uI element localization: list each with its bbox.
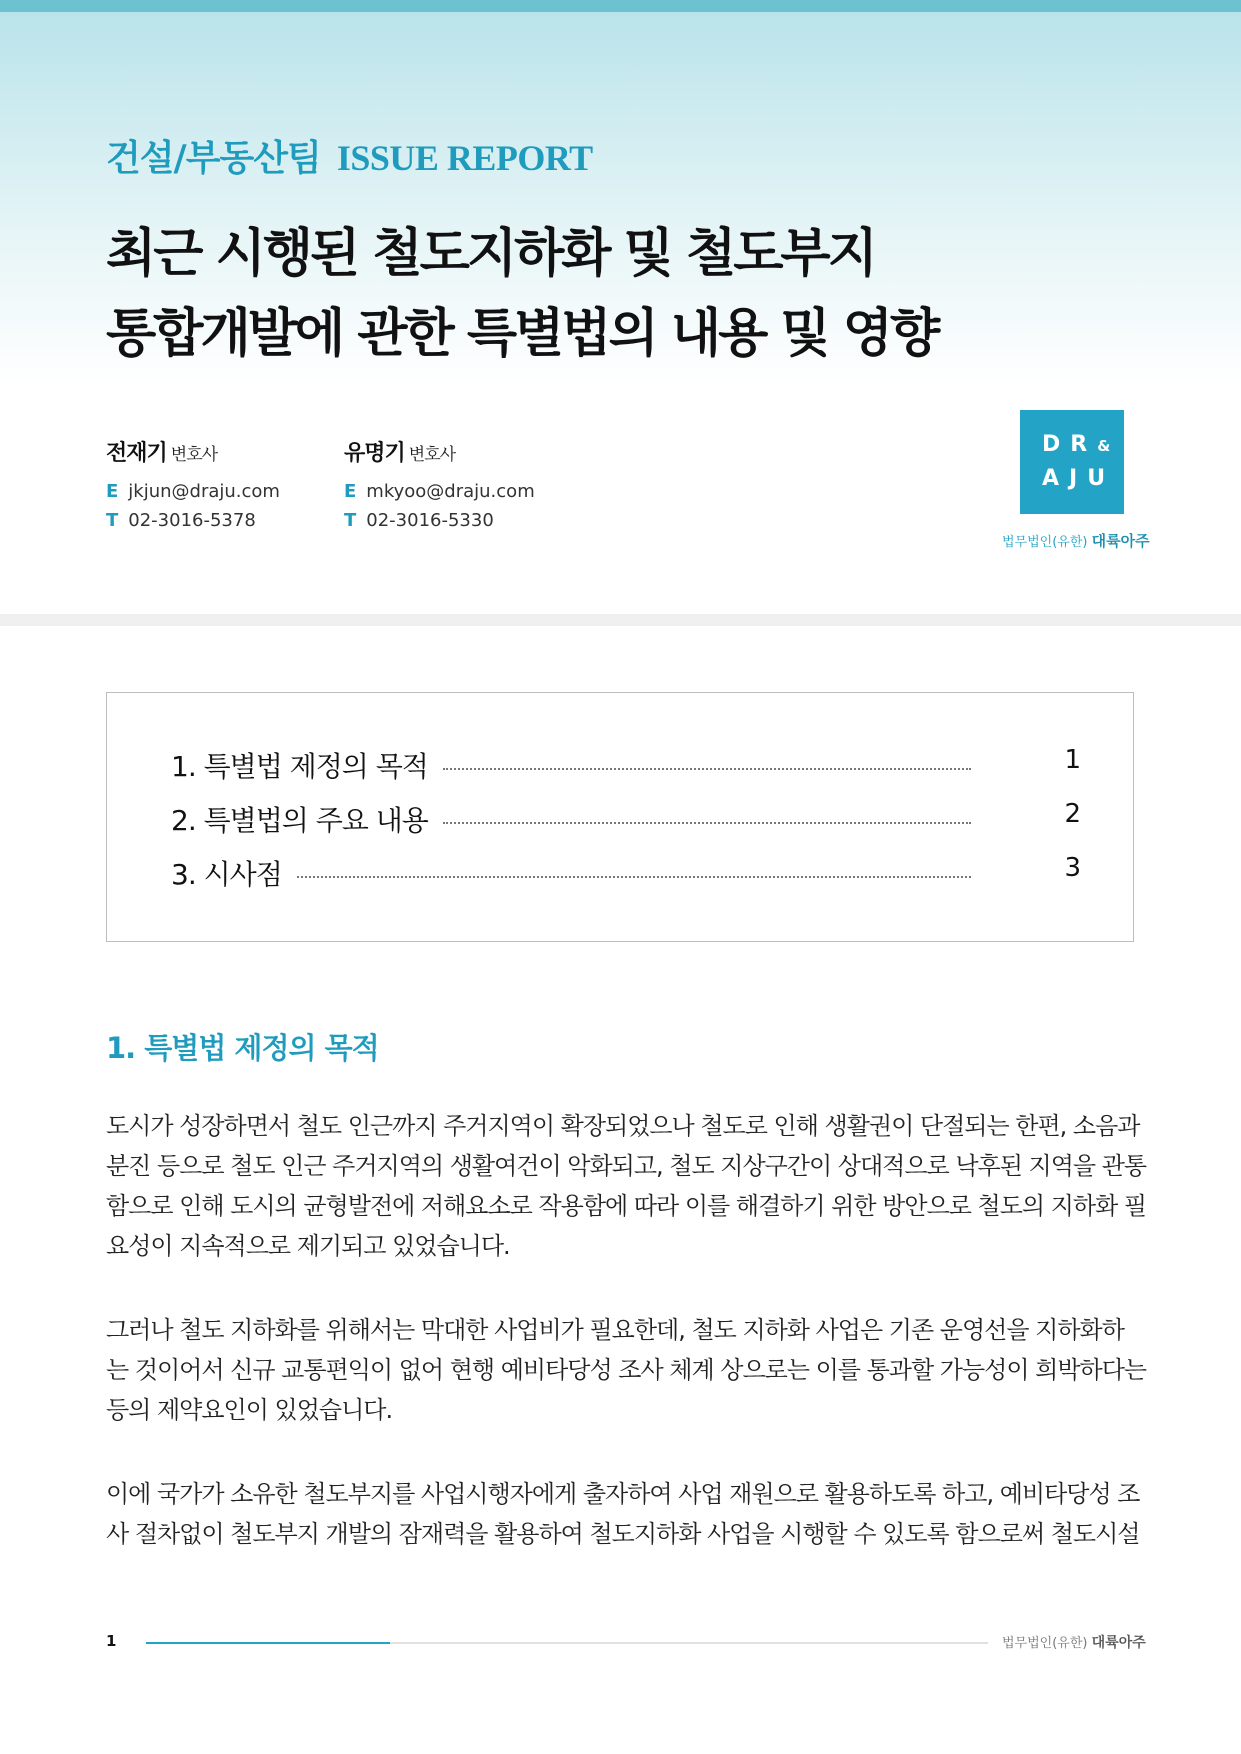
logo-caption-name: 대륙아주 <box>1091 532 1150 550</box>
toc-item-label: 2. 특별법의 주요 내용 <box>171 804 428 837</box>
toc-item-label: 3. 시사점 <box>171 858 282 891</box>
author-tel-line <box>344 510 535 531</box>
footer-progress-line <box>146 1642 988 1644</box>
author-tel: 02-3016-5330 <box>366 510 494 531</box>
paragraph-2 <box>106 1310 1147 1430</box>
logo-caption <box>1002 530 1150 551</box>
toc-leader-dots <box>297 876 971 878</box>
toc-item-page: 1 <box>1064 745 1081 775</box>
author-tel: 02-3016-5378 <box>128 510 256 531</box>
firm-logo <box>1020 410 1124 514</box>
author-role: 변호사 <box>408 445 456 465</box>
toc-item-3[interactable] <box>171 853 1081 893</box>
author-name-line <box>106 436 280 467</box>
toc-item-label: 1. 특별법 제정의 목적 <box>171 750 428 783</box>
toc-leader-dots <box>443 768 971 770</box>
toc-item-page: 3 <box>1064 853 1081 883</box>
logo-row-1 <box>1042 432 1110 457</box>
paragraph-line: 함으로 인해 도시의 균형발전에 저해요소로 작용함에 따라 이를 해결하기 위한 방안으로 철도의 지하화 필 <box>106 1192 1147 1220</box>
paragraph-line: 그러나 철도 지하화를 위해서는 막대한 사업비가 필요한데, 철도 지하화 사업은 기존 운영선을 지하화하 <box>106 1316 1124 1344</box>
logo-caption-prefix: 법무법인(유한) <box>1002 535 1088 550</box>
email-label: E <box>344 481 357 502</box>
paragraph-line: 사 절차없이 철도부지 개발의 잠재력을 활용하여 철도지하화 사업을 시행할 수 있도록 함으로써 철도시설 <box>106 1520 1140 1548</box>
author-tel-line <box>106 510 280 531</box>
logo-letters-dr: DR <box>1042 432 1098 457</box>
report-kicker <box>106 130 593 181</box>
footer-firm-prefix: 법무법인(유한) <box>1002 1636 1088 1651</box>
tel-label: T <box>344 510 357 531</box>
email-label: E <box>106 481 119 502</box>
author-card-2 <box>344 436 535 531</box>
author-email-line <box>344 481 535 502</box>
toc-item-1[interactable] <box>171 745 1081 785</box>
paragraph-line: 이에 국가가 소유한 철도부지를 사업시행자에게 출자하여 사업 재원으로 활용하도록 하고, 예비타당성 조 <box>106 1480 1140 1508</box>
table-of-contents <box>106 692 1134 942</box>
footer-firm-label: 대륙아주 <box>1091 1635 1146 1651</box>
author-name: 유명기 <box>344 441 405 466</box>
section-heading: 1. 특별법 제정의 목적 <box>106 1031 379 1065</box>
footer-progress-fill <box>146 1642 390 1644</box>
title-line-2: 통합개발에 관한 특별법의 내용 및 영향 <box>106 304 938 364</box>
paragraph-line: 도시가 성장하면서 철도 인근까지 주거지역이 확장되었으나 철도로 인해 생활권이 단절되는 한편, 소음과 <box>106 1112 1140 1140</box>
author-name-line <box>344 436 535 467</box>
tel-label: T <box>106 510 119 531</box>
header-separator <box>0 614 1241 626</box>
page-number: 1 <box>106 1632 117 1650</box>
team-name: 건설/부동산팀 <box>106 138 321 179</box>
author-email-link[interactable]: jkjun@draju.com <box>128 481 280 502</box>
title-line-1: 최근 시행된 철도지하화 및 철도부지 <box>106 224 875 284</box>
paragraph-line: 등의 제약요인이 있었습니다. <box>106 1396 393 1424</box>
top-accent-bar <box>0 0 1241 12</box>
toc-leader-dots <box>443 822 971 824</box>
paragraph-3 <box>106 1474 1140 1554</box>
author-email-line <box>106 481 280 502</box>
paragraph-1 <box>106 1106 1147 1266</box>
toc-item-2[interactable] <box>171 799 1081 839</box>
report-type: ISSUE REPORT <box>336 138 593 178</box>
author-email-link[interactable]: mkyoo@draju.com <box>366 481 535 502</box>
logo-row-2: AJU <box>1042 466 1116 491</box>
author-card-1 <box>106 436 280 531</box>
toc-item-page: 2 <box>1064 799 1081 829</box>
footer-firm-name <box>1002 1632 1146 1652</box>
logo-ampersand: & <box>1097 437 1111 455</box>
author-role: 변호사 <box>170 445 218 465</box>
paragraph-line: 요성이 지속적으로 제기되고 있었습니다. <box>106 1232 510 1260</box>
paragraph-line: 는 것이어서 신규 교통편익이 없어 현행 예비타당성 조사 체계 상으로는 이를 통과할 가능성이 희박하다는 <box>106 1356 1147 1384</box>
page-title <box>106 214 1056 374</box>
author-name: 전재기 <box>106 441 167 466</box>
paragraph-line: 분진 등으로 철도 인근 주거지역의 생활여건이 악화되고, 철도 지상구간이 상대적으로 낙후된 지역을 관통 <box>106 1152 1147 1180</box>
